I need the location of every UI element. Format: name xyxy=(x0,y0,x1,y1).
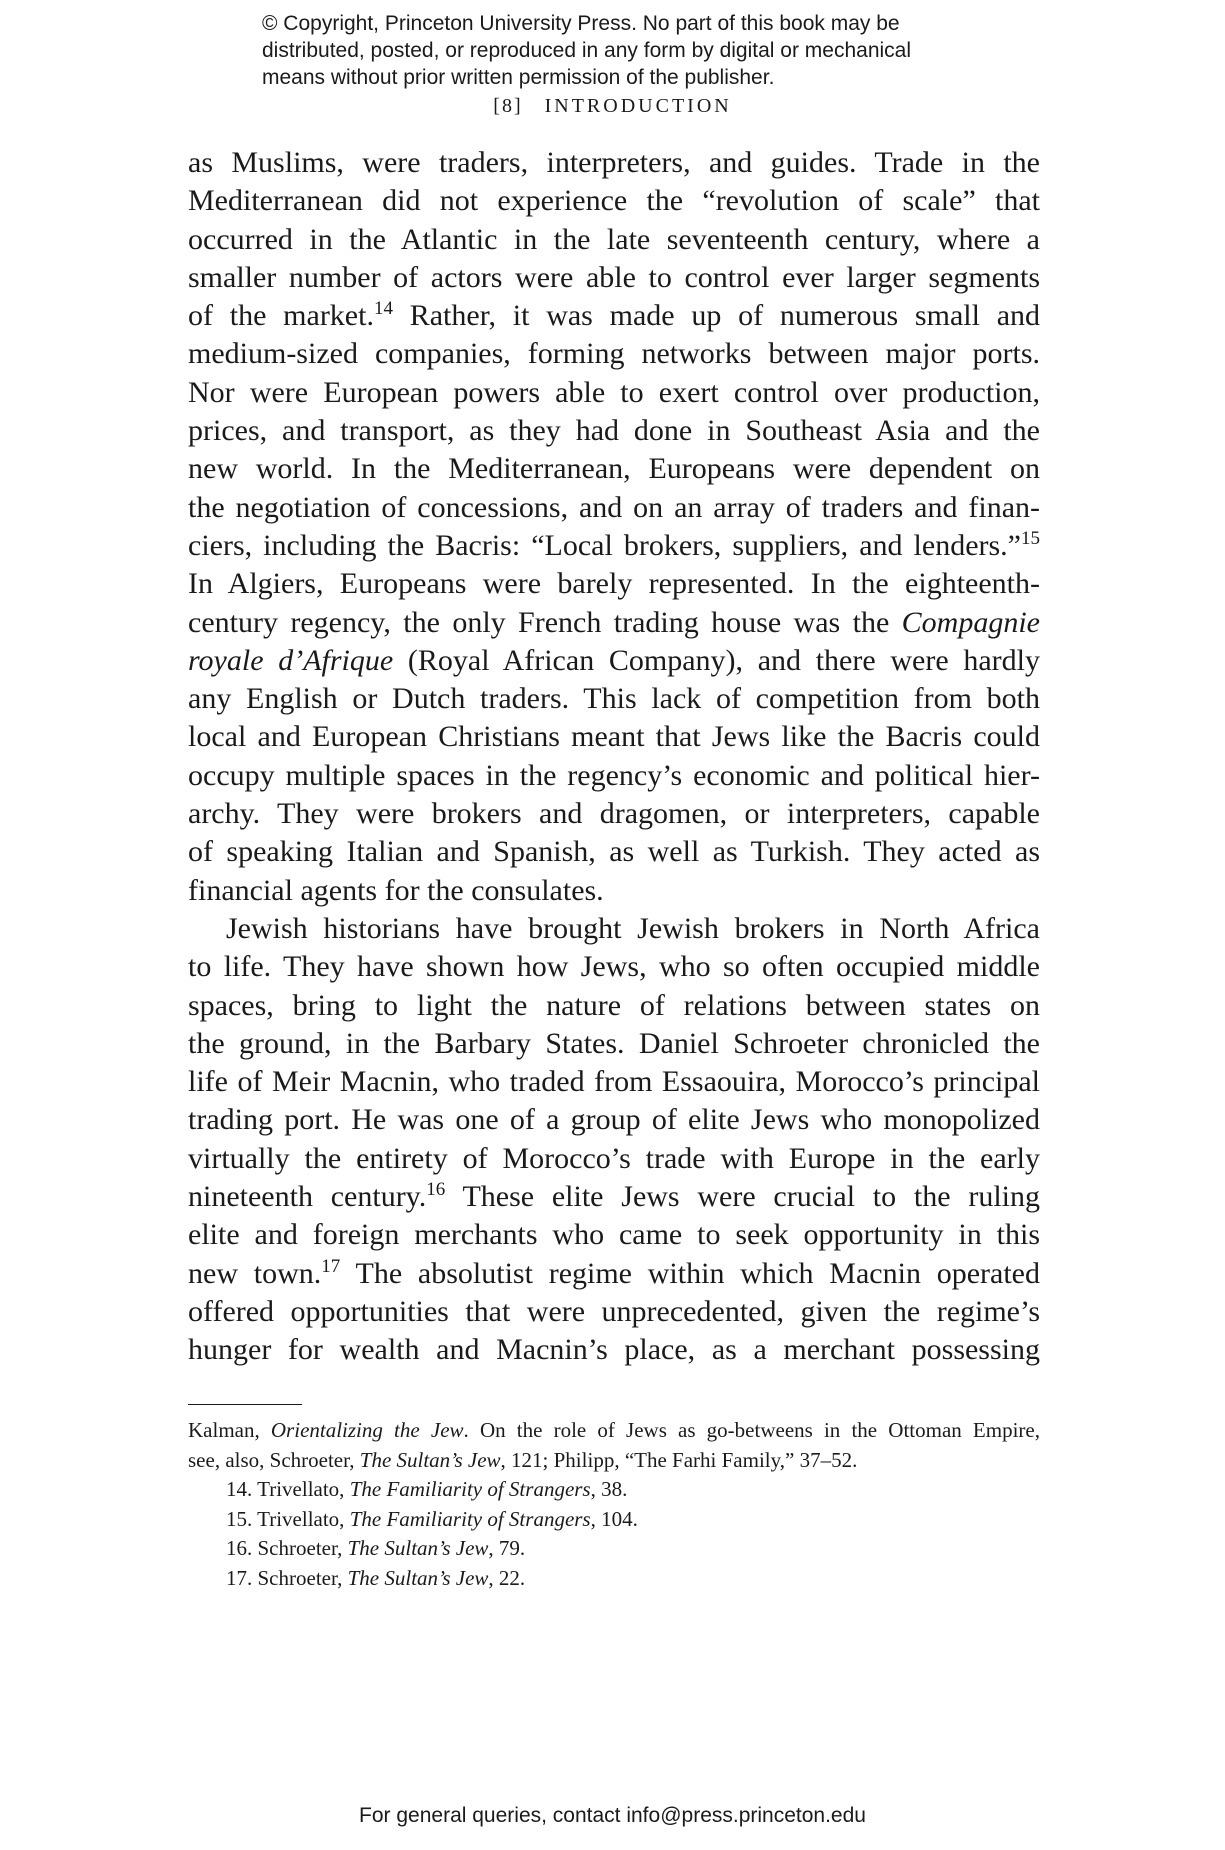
footnotes xyxy=(188,1416,1040,1594)
paragraph xyxy=(188,910,1040,1370)
text-run: (Royal African Company), and there were hardly xyxy=(393,643,1040,677)
text-run: 14. Trivellato, xyxy=(226,1477,350,1502)
text-line: In Algiers, Europeans were barely represented. In the eighteenth- xyxy=(188,567,1040,601)
body-text xyxy=(188,144,1040,1370)
text-line: Nor were European powers able to exert control over production, xyxy=(188,375,1040,409)
italic-title: The Sultan’s Jew xyxy=(359,1447,501,1472)
text-line: elite and foreign merchants who came to seek opportunity in this xyxy=(188,1218,1040,1252)
text-line: new world. In the Mediterranean, Europeans were dependent on xyxy=(188,452,1040,486)
text-run: These elite Jews were crucial to the ruling xyxy=(445,1180,1040,1214)
text-line: Jewish historians have brought Jewish brokers in North Africa xyxy=(226,911,1040,945)
text-run: 17. Schroeter, xyxy=(226,1565,348,1590)
italic-title: Compagnie xyxy=(901,605,1040,639)
text-run: Kalman, xyxy=(188,1418,271,1442)
italic-title: The Familiarity of Strangers xyxy=(349,1477,591,1502)
text-line: occurred in the Atlantic in the late seventeenth century, where a xyxy=(188,222,1040,256)
text-run: new town. xyxy=(188,1256,322,1290)
text-run: Rather, it was made up of numerous small and xyxy=(392,299,1041,333)
text-run: , 22. xyxy=(488,1565,526,1590)
italic-title: royale d’Afrique xyxy=(188,643,394,677)
text-line: the negotiation of concessions, and on an array of traders and finan- xyxy=(188,490,1040,524)
text-line: local and European Christians meant that Jews like the Bacris could xyxy=(188,720,1040,754)
footnote-divider xyxy=(188,1404,302,1405)
footnote-ref-14[interactable]: 14 xyxy=(373,298,393,320)
text-run: 15. Trivellato, xyxy=(226,1506,350,1531)
text-run: nineteenth century. xyxy=(188,1180,427,1214)
footnote-ref-17[interactable]: 17 xyxy=(321,1255,341,1277)
text-run: , 38. xyxy=(590,1477,628,1502)
text-run: The absolutist regime within which Macnin operated xyxy=(340,1256,1040,1290)
text-line: as Muslims, were traders, interpreters, and guides. Trade in the xyxy=(188,146,1040,179)
text-run: , 104. xyxy=(590,1506,638,1531)
text-line: medium-sized companies, forming networks between major ports. xyxy=(188,337,1040,371)
page-number: [8] xyxy=(493,95,523,117)
italic-title: Orientalizing the Jew xyxy=(270,1418,464,1442)
footnote-ref-15[interactable]: 15 xyxy=(1021,527,1040,549)
footnote-17 xyxy=(188,1564,1040,1594)
italic-title: The Sultan’s Jew xyxy=(347,1536,489,1561)
text-line: smaller number of actors were able to control ever larger segments xyxy=(188,260,1040,294)
text-line xyxy=(188,1255,1040,1293)
text-line: offered opportunities that were unprecedented, given the regime’s xyxy=(188,1294,1040,1328)
text-line: financial agents for the consulates. xyxy=(188,873,604,907)
paragraph xyxy=(188,144,1040,910)
text-run: see, also, Schroeter, xyxy=(188,1447,360,1472)
text-line: occupy multiple spaces in the regency’s economic and political hier- xyxy=(188,758,1040,792)
text-line: spaces, bring to light the nature of relations between states on xyxy=(188,988,1040,1022)
text-run: , 79. xyxy=(488,1536,526,1561)
text-line: trading port. He was one of a group of elite Jews who monopolized xyxy=(188,1103,1040,1137)
footnote-line xyxy=(188,1416,1040,1446)
footnote-carryover xyxy=(188,1416,1040,1475)
text-line: archy. They were brokers and dragomen, or interpreters, capable xyxy=(188,797,1040,831)
footnote-ref-16[interactable]: 16 xyxy=(426,1179,446,1201)
section-title: INTRODUCTION xyxy=(544,95,732,117)
copyright-line: © Copyright, Princeton University Press. No part of this book may be xyxy=(262,12,900,35)
text-line xyxy=(188,297,1040,335)
text-line: to life. They have shown how Jews, who so often occupied middle xyxy=(188,950,1040,984)
text-line xyxy=(188,642,1040,680)
text-line: hunger for wealth and Macnin’s place, as a merchant possessing xyxy=(188,1333,1040,1367)
copyright-notice xyxy=(262,10,982,91)
text-run: century regency, the only French trading house was the xyxy=(188,605,902,639)
footnote-16 xyxy=(188,1534,1040,1564)
footnote-15 xyxy=(188,1505,1040,1535)
text-line xyxy=(188,1178,1040,1216)
text-line: of speaking Italian and Spanish, as well as Turkish. They acted as xyxy=(188,835,1040,869)
italic-title: The Familiarity of Strangers xyxy=(349,1506,591,1531)
text-run: . On the role of Jews as go-betweens in the Ottoman Empire, xyxy=(463,1418,1040,1442)
text-line xyxy=(188,527,1040,565)
text-line: virtually the entirety of Morocco’s trade with Europe in the early xyxy=(188,1141,1040,1175)
text-line: the ground, in the Barbary States. Daniel Schroeter chronicled the xyxy=(188,1026,1040,1060)
text-line: prices, and transport, as they had done in Southeast Asia and the xyxy=(188,414,1040,448)
running-head xyxy=(0,93,1225,119)
footnote-line xyxy=(188,1446,1040,1476)
text-run: 16. Schroeter, xyxy=(226,1536,348,1561)
text-line xyxy=(188,604,1040,642)
text-line: any English or Dutch traders. This lack of competition from both xyxy=(188,682,1040,716)
text-run: of the market. xyxy=(188,299,374,333)
text-line: Mediterranean did not experience the “revolution of scale” that xyxy=(188,184,1040,218)
text-run: , 121; Philipp, “The Farhi Family,” 37–52. xyxy=(500,1447,858,1472)
text-run: ciers, including the Bacris: “Local brokers, suppliers, and lenders.” xyxy=(188,528,1021,562)
copyright-line: distributed, posted, or reproduced in any form by digital or mechanical xyxy=(262,39,912,62)
text-line: life of Meir Macnin, who traded from Essaouira, Morocco’s principal xyxy=(188,1065,1040,1099)
footnote-14 xyxy=(188,1475,1040,1505)
copyright-line: means without prior written permission of the publisher. xyxy=(262,66,775,89)
footer-contact: For general queries, contact info@press.princeton.edu xyxy=(359,1804,866,1827)
italic-title: The Sultan’s Jew xyxy=(347,1565,489,1590)
